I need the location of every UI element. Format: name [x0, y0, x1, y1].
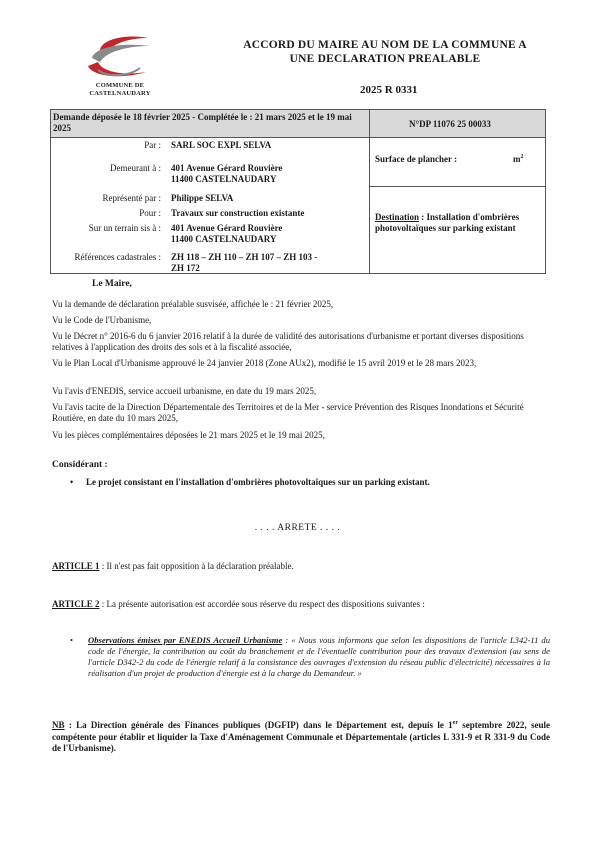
bullet-marker: •	[70, 635, 74, 645]
logo-text-line1: COMMUNE DE	[95, 82, 145, 89]
vu-paragraph: Vu l'avis d'ENEDIS, service accueil urbanisme, en date du 19 mars 2025,	[52, 386, 317, 396]
label-cadastral: Références cadastrales :	[74, 252, 161, 262]
article-2-text: : La présente autorisation est accordée sous réserve du respect des dispositions suivantes :	[99, 599, 425, 609]
nb-text-a: : La Direction générale des Finances publiques (DGFIP) dans le Département est, depuis le 1	[64, 720, 453, 730]
label-par: Par :	[144, 140, 161, 150]
nb-head: NB	[52, 720, 65, 730]
label-demeurant: Demeurant à :	[110, 163, 161, 173]
article-1-head: ARTICLE 1	[52, 561, 100, 571]
label-pour: Pour :	[139, 208, 161, 218]
considerant-item	[70, 477, 540, 487]
nb-text-b: septembre 2022, seule compétente pour établir et liquider la Taxe d'Aménagement Communale et Départementale (articles L 331-9 et R 331-9 du Code de l'Urbanisme).	[52, 720, 550, 753]
application-info-table	[50, 109, 546, 274]
value-terrain-line1: 401 Avenue Gérard Rouvière	[171, 223, 283, 233]
document-title	[200, 38, 570, 66]
le-maire-heading: Le Maire,	[92, 279, 132, 289]
article-2	[52, 599, 550, 610]
dp-number: N°DP 11076 25 00033	[409, 119, 491, 129]
considerant-heading: Considérant :	[52, 460, 108, 470]
article-1	[52, 561, 550, 572]
enedis-observation	[70, 635, 550, 679]
title-line-1: ACCORD DU MAIRE AU NOM DE LA COMMUNE A	[243, 39, 527, 51]
deposit-dates: Demande déposée le 18 février 2025 - Complétée le : 21 mars 2025 et le 19 mai 2025	[53, 112, 352, 133]
value-works: Travaux sur construction existante	[171, 208, 305, 218]
vu-paragraph: Vu la demande de déclaration préalable susvisée, affichée le : 21 février 2025,	[52, 299, 334, 309]
document-reference: 2025 R 0331	[360, 84, 418, 96]
value-address-line1: 401 Avenue Gérard Rouvière	[171, 163, 283, 173]
value-cadastral-line2: ZH 172	[171, 263, 200, 273]
surface-unit: $m^2$	[513, 154, 524, 164]
vu-paragraph: Vu le Plan Local d'Urbanisme approuvé le 24 janvier 2018 (Zone AUx2), modifié le 15 avril 2019 et le 28 mars 2023,	[52, 358, 477, 368]
label-represente: Représenté par :	[102, 193, 161, 203]
vu-paragraph: Vu le Décret n° 2016-6 du 6 janvier 2016 relatif à la durée de validité des autorisations d'urbanisme et portant diverses dispositions relatives à l'application des droits des sols et à la fiscalité associée,	[52, 331, 524, 352]
destination-label: Destination	[375, 212, 420, 222]
value-address-line2: 11400 CASTELNAUDARY	[171, 174, 277, 184]
destination-value: : Installation d'ombrières photovoltaïques sur parking existant	[375, 212, 520, 233]
label-terrain: Sur un terrain sis à :	[88, 223, 161, 233]
nb-note	[52, 718, 550, 755]
table-divider-vertical	[369, 110, 370, 273]
title-line-2: UNE DECLARATION PREALABLE	[289, 53, 481, 65]
article-2-head: ARTICLE 2	[52, 599, 100, 609]
value-applicant: SARL SOC EXPL SELVA	[171, 140, 272, 150]
table-divider-horizontal	[369, 186, 545, 187]
considerant-text: Le projet consistant en l'installation d'ombrières photovoltaïques sur un parking existant.	[86, 477, 430, 487]
value-representative: Philippe SELVA	[171, 193, 234, 203]
value-cadastral-line1: ZH 118 – ZH 110 – ZH 107 – ZH 103 -	[171, 252, 318, 262]
commune-logo	[80, 32, 160, 102]
surface-label: Surface de plancher :	[375, 154, 458, 164]
vu-paragraph: Vu les pièces complémentaires déposées le 21 mars 2025 et le 19 mai 2025,	[52, 430, 325, 440]
castelnaudary-emblem-icon	[80, 32, 160, 84]
destination	[375, 212, 540, 234]
vu-paragraph: Vu l'avis tacite de la Direction Départementale des Territoires et de la Mer - service Prévention des Risques Inondations et Sécurité Routière, en date du 10 mars 2025,	[52, 402, 524, 423]
bullet-marker: •	[70, 477, 74, 487]
observation-head: Observations émises par ENEDIS Accueil Urbanisme	[88, 635, 283, 645]
arrete-heading: . . . . ARRETE . . . .	[254, 523, 341, 533]
vu-paragraph: Vu le Code de l'Urbanisme,	[52, 315, 152, 325]
article-1-text: : Il n'est pas fait opposition à la déclaration préalable.	[99, 561, 294, 571]
nb-superscript: er	[452, 720, 458, 726]
observation-text: : « Nous vous informons que selon les dispositions de l'article L342-11 du code de l'énergie, la contribution au coût du branchement et de l'éventuelle contribution pour des travaux d'extension (au sens de l'article D342-2 du code de l'énergie relatif à la consistance des ouvrages d'extension du réseau public d'électricité) nécessaires à la réalisation d'un projet de production d'énergie est à la charge du Demandeur. »	[88, 635, 550, 678]
logo-text-line2: CASTELNAUDARY	[89, 90, 151, 97]
value-terrain-line2: 11400 CASTELNAUDARY	[171, 234, 277, 244]
